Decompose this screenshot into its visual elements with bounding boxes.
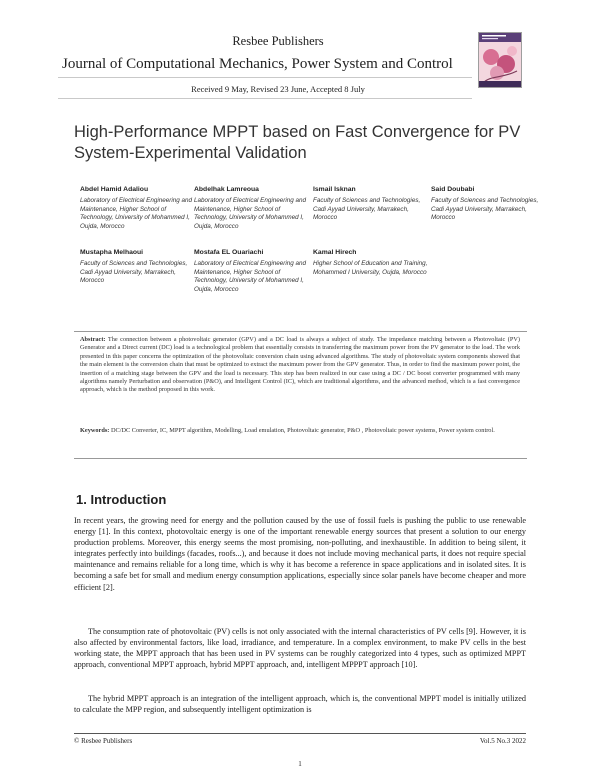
author-affiliation: Laboratory of Electrical Engineering and Maintenance, Higher School of Technology, University of Mohammed I, Oujda, Morocco xyxy=(194,260,307,293)
author-name: Mustapha Melhaoui xyxy=(80,249,144,256)
journal-cover-image xyxy=(478,32,522,88)
keywords-text: DC/DC Converter, IC, MPPT algorithm, Modelling, Load emulation, Photovoltaic generator, P&O , Photovoltaic power systems, Power system control. xyxy=(110,427,495,434)
author-name: Said Doubabi xyxy=(431,186,475,193)
author-name: Abdel Hamid Adaliou xyxy=(80,186,149,193)
author-affiliation: Faculty of Sciences and Technologies, Cadi Ayyad University, Marrakech, Morocco xyxy=(431,197,539,222)
received-dates: Received 9 May, Revised 23 June, Accepted 8 July xyxy=(191,84,365,94)
author-affiliation: Higher School of Education and Training, Mohammed I University, Oujda, Morocco xyxy=(313,260,428,276)
abstract-label: Abstract: xyxy=(80,336,106,343)
keywords xyxy=(80,427,520,435)
author-block xyxy=(80,249,198,286)
author-block xyxy=(80,186,198,231)
footer-volume: Vol.5 No.3 2022 xyxy=(479,737,526,745)
body-paragraph: The consumption rate of photovoltaic (PV) cells is not only associated with the internal characteristics of PV cells [9]. However, it is also affected by environmental factors, like load, irradiance, and temperature. In a complex environment, to make PV cells in the best working state, the MPPT approach that has been used in PV systems can be roughly categorized into 4 types, such as optimized MPPT approach, conventional MPPT approach, hybrid MPPT approach, and, intelligent MPPPT approach [10]. xyxy=(74,627,526,670)
author-name: Mostafa EL Ouariachi xyxy=(194,249,264,256)
footer-publisher: © Resbee Publishers xyxy=(74,737,133,745)
author-name: Abdelhak Lamreoua xyxy=(194,186,259,193)
author-block xyxy=(194,249,312,294)
header-rule-top xyxy=(58,77,472,78)
publisher-name: Resbee Publishers xyxy=(232,34,324,48)
section-heading: 1. Introduction xyxy=(76,492,167,507)
author-affiliation: Faculty of Sciences and Technologies, Cadi Ayyad University, Marrakech, Morocco xyxy=(313,197,421,222)
journal-title: Journal of Computational Mechanics, Power System and Control xyxy=(62,56,453,72)
journal-cover-art xyxy=(479,33,521,87)
body-paragraph: The hybrid MPPT approach is an integration of the intelligent approach, which is, the conventional MPPT model is initially utilized to calculate the MPP region, and subsequently intelligent optimization is xyxy=(74,694,526,715)
author-name: Kamal Hirech xyxy=(313,249,357,256)
paper-title: High-Performance MPPT based on Fast Convergence for PV System-Experimental Validation xyxy=(74,123,521,162)
author-name: Ismail Isknan xyxy=(313,186,356,193)
author-block xyxy=(313,249,431,277)
abstract-text: The connection between a photovoltaic generator (GPV) and a DC load is always a subject of study. The impedance matching between a Photovoltaic (PV) Generator and a Direct current (DC) load is a technological problem that essentially consists in transferring the maximum power from the PV generator to the load. The work presented in this paper concerns the optimization of the photovoltaic conversion chain using advanced algorithms. The study of photovoltaic system components showed that the main element is the conversion chain that must be optimized to extract the maximum power from the GPV generator. Thus, in order to find the maximum power point, the insertion of a matching stage between the GPV and the load is necessary. This step has been realized in our case using a DC / DC boost converter programmed with many algorithms namely Perturbation and observation (P&O), and Intelligent Control (IC), which are traditional algorithms, and the advanced method, which is a fast convergence approach, which is the method proposed in this work. xyxy=(80,336,520,394)
author-affiliation: Faculty of Sciences and Technologies, Cadi Ayyad University, Marrakech, Morocco xyxy=(80,260,188,285)
abstract xyxy=(80,336,520,395)
author-block xyxy=(431,186,549,223)
keywords-label: Keywords: xyxy=(80,427,110,434)
page-number: 1 xyxy=(298,760,302,768)
footer-rule xyxy=(74,733,526,734)
header-rule-bottom xyxy=(58,98,472,99)
author-affiliation: Laboratory of Electrical Engineering and Maintenance, Higher School of Technology, University of Mohammed I, Oujda, Morocco xyxy=(80,197,193,230)
author-block xyxy=(194,186,312,231)
author-affiliation: Laboratory of Electrical Engineering and Maintenance, Higher School of Technology, University of Mohammed I, Oujda, Morocco xyxy=(194,197,307,230)
body-paragraph: In recent years, the growing need for energy and the pollution caused by the use of fossil fuels is pushing the public to use renewable energy [1]. In this context, photovoltaic energy is one of the important renewable energy sources that present a solution to our energy production problems. Moreover, this energy seems the most promising, non-polluting, and inexhaustible. In addition to being silent, it integrates perfectly into buildings (facades, roofs...), and because it does not include moving mechanical parts, it does not require special maintenance and remains reliable for a long time, which is why it has become a reference in space applications and in isolated sites. It is becoming a safe bet for small and medium energy consumption applications, especially since solar panels have become cheaper and more efficient [2]. xyxy=(74,516,526,592)
author-block xyxy=(313,186,431,223)
